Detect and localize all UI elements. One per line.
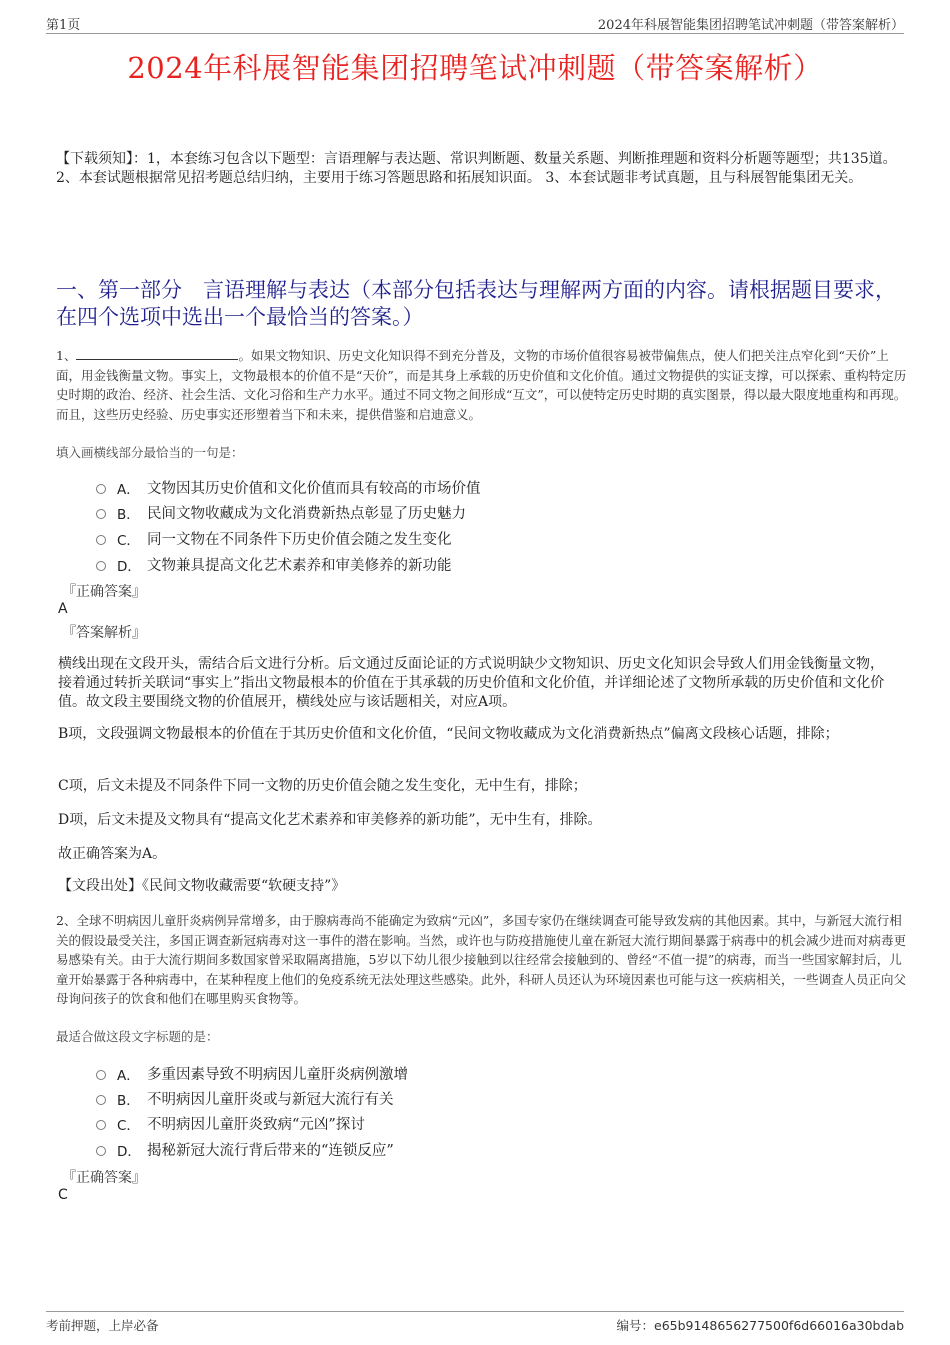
option-text: 多重因素导致不明病因儿童肝炎病例激增	[147, 1067, 408, 1083]
radio-icon[interactable]	[96, 509, 106, 519]
q1-blank	[76, 347, 238, 360]
q1-analysis-paragraph: 故正确答案为A。	[58, 846, 167, 862]
radio-icon[interactable]	[96, 1146, 106, 1156]
q2-prompt: 最适合做这段文字标题的是：	[56, 1029, 219, 1044]
q1-answer: A	[58, 601, 68, 617]
q2-answer: C	[58, 1187, 68, 1203]
option-letter: A．	[117, 481, 140, 498]
q1-analysis-paragraph: B项，文段强调文物最根本的价值在于其历史价值和文化价值，“民间文物收藏成为文化消费新热点”偏离文段核心话题，排除；	[58, 726, 839, 742]
option-text: 同一文物在不同条件下历史价值会随之发生变化	[147, 532, 452, 548]
option-letter: C．	[117, 1117, 140, 1134]
option-text: 揭秘新冠大流行背后带来的“连锁反应”	[147, 1143, 394, 1159]
footer-code-label: 编号：	[616, 1318, 654, 1333]
q1-analysis-paragraph: D项，后文未提及文物具有“提高文化艺术素养和审美修养的新功能”，无中生有，排除。	[58, 812, 602, 828]
q1-passage	[56, 346, 910, 424]
q2-option-b[interactable]	[96, 1088, 394, 1109]
option-letter: D．	[117, 1143, 141, 1160]
option-letter: D．	[117, 558, 141, 575]
radio-icon[interactable]	[96, 1120, 106, 1130]
option-letter: C．	[117, 532, 140, 549]
option-text: 不明病因儿童肝炎致病“元凶”探讨	[147, 1117, 365, 1133]
radio-icon[interactable]	[96, 1095, 106, 1105]
footer-divider	[46, 1311, 904, 1312]
q1-passage-text: 。如果文物知识、历史文化知识得不到充分普及，文物的市场价值很容易被带偏焦点，使人们把关注点窄化到“天价”上面，用金钱衡量文物。事实上，文物最根本的价值不是“天价”，而是其身上承载的历史价值和文化价值。通过文物提供的实证支撑，可以探索、重构特定历史时期的政治、经济、社会生活、文化习俗和生产力水平。通过不同文物之间形成“互文”，可以使特定历史时期的真实图景，得以最大限度地重构和再现。而且，这些历史经验、历史事实还形塑着当下和未来，提供借鉴和启迪意义。	[56, 348, 907, 422]
q2-option-d[interactable]	[96, 1139, 394, 1160]
q1-prompt: 填入画横线部分最恰当的一句是：	[56, 445, 244, 460]
section-heading: 一、第一部分 言语理解与表达（本部分包括表达与理解两方面的内容。请根据题目要求，在四个选项中选出一个最恰当的答案。）	[56, 278, 896, 329]
q1-option-d[interactable]	[96, 554, 452, 575]
q2-option-a[interactable]	[96, 1063, 408, 1084]
q2-passage: 2、全球不明病因儿童肝炎病例异常增多，由于腺病毒尚不能确定为致病“元凶”，多国专家仍在继续调查可能导致发病的其他因素。其中，与新冠大流行相关的假设最受关注，多国正调查新冠病毒对这一事件的潜在影响。当然，或许也与防疫措施使儿童在新冠大流行期间暴露于病毒中的机会减少进而对病毒更易感染有关。由于大流行期间多数国家曾采取隔离措施，5岁以下幼儿很少接触到以往经常会接触到的、曾经“不值一提”的病毒，而当一些国家解封后，儿童开始暴露于各种病毒中，在某种程度上他们的免疫系统无法处理这些感染。此外，科研人员还认为环境因素也可能与这一疾病相关，一些调查人员正向父母询问孩子的饮食和他们在哪里购买食物等。	[56, 913, 907, 1006]
option-text: 文物因其历史价值和文化价值而具有较高的市场价值	[147, 481, 481, 497]
page-title: 2024年科展智能集团招聘笔试冲刺题（带答案解析）	[127, 51, 823, 85]
option-letter: A．	[117, 1067, 140, 1084]
option-letter: B．	[117, 506, 140, 523]
radio-icon[interactable]	[96, 561, 106, 571]
page-number: 第1页	[46, 18, 81, 33]
download-notice: 【下载须知】：1，本套练习包含以下题型：言语理解与表达题、常识判断题、数量关系题、判断推理题和资料分析题等题型；共135道。 2、本套试题根据常见招考题总结归纳，主要用于练习答题思路和拓展知识面。 3、本套试题非考试真题，且与科展智能集团无关。	[56, 151, 897, 186]
footer-code-value: e65b9148656277500f6d66016a30bdab	[654, 1318, 904, 1333]
q1-answer-label: 『正确答案』	[62, 584, 146, 600]
header-divider	[46, 33, 904, 34]
footer-code	[616, 1316, 904, 1334]
q1-option-a[interactable]	[96, 477, 481, 498]
q1-analysis-paragraph: 横线出现在文段开头，需结合后文进行分析。后文通过反面论证的方式说明缺少文物知识、历史文化知识会导致人们用金钱衡量文物，接着通过转折关联词“事实上”指出文物最根本的价值在于其承载的历史价值和文化价值，并详细论述了文物所承载的历史价值和文化价值。故文段主要围绕文物的价值展开，横线处应与该话题相关，对应A项。	[58, 656, 885, 710]
radio-icon[interactable]	[96, 535, 106, 545]
option-text: 民间文物收藏成为文化消费新热点彰显了历史魅力	[147, 506, 466, 522]
q1-option-b[interactable]	[96, 502, 466, 523]
radio-icon[interactable]	[96, 484, 106, 494]
q2-answer-label: 『正确答案』	[62, 1170, 146, 1186]
footer-slogan: 考前押题，上岸必备	[46, 1318, 159, 1333]
header-doc-title: 2024年科展智能集团招聘笔试冲刺题（带答案解析）	[597, 18, 904, 33]
option-text: 文物兼具提高文化艺术素养和审美修养的新功能	[147, 558, 452, 574]
q1-number: 1、	[56, 348, 77, 363]
option-letter: B．	[117, 1092, 140, 1109]
option-text: 不明病因儿童肝炎或与新冠大流行有关	[147, 1092, 394, 1108]
q2-option-c[interactable]	[96, 1113, 365, 1134]
q1-analysis-label: 『答案解析』	[62, 625, 146, 641]
q1-source: 【文段出处】《民间文物收藏需要“软硬支持”》	[58, 878, 346, 894]
q1-option-c[interactable]	[96, 528, 452, 549]
q1-analysis-paragraph: C项，后文未提及不同条件下同一文物的历史价值会随之发生变化，无中生有，排除；	[58, 778, 587, 794]
radio-icon[interactable]	[96, 1070, 106, 1080]
